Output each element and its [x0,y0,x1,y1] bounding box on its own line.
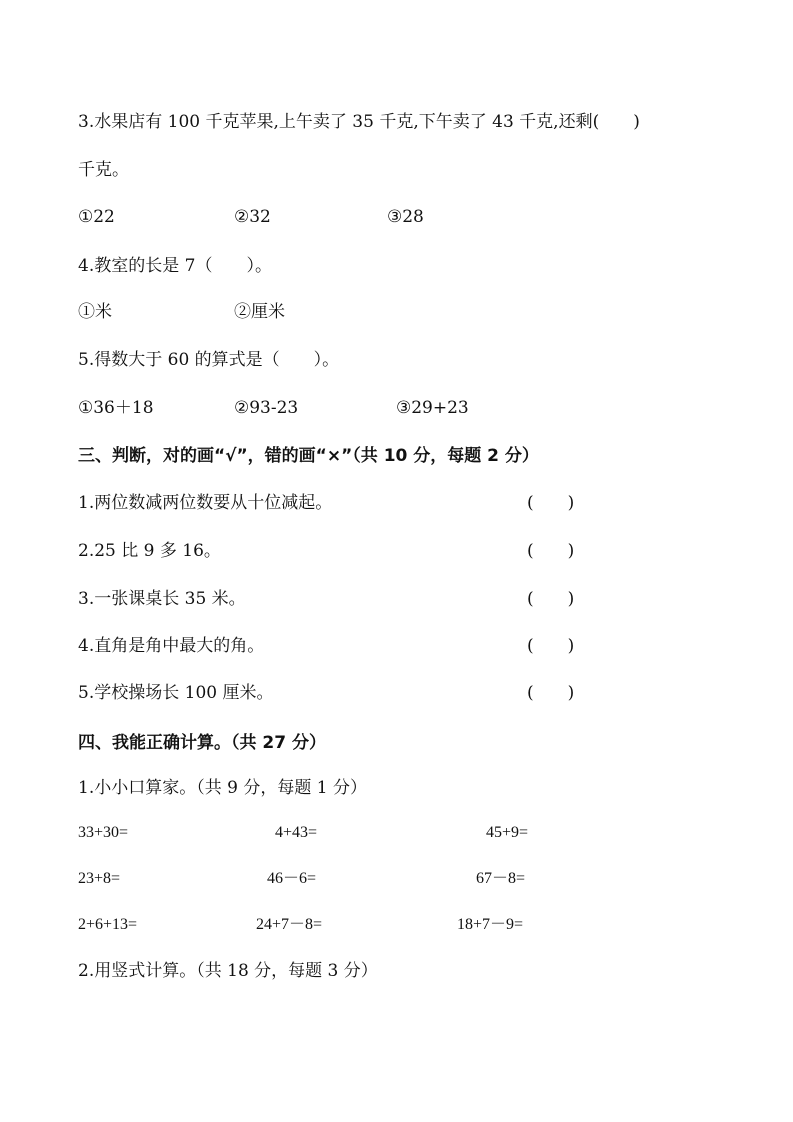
calc-r3-c2: 24+7－8= [256,916,323,933]
calc-r2-c1: 23+8= [78,870,121,887]
question-5: 5.得数大于 60 的算式是（ ）。 [78,350,340,370]
q4-option-1: ①米 [78,302,112,322]
calc-r1-c3: 45+9= [486,824,529,841]
q3-option-3: ③28 [387,207,424,227]
question-3-line-1: 3.水果店有 100 千克苹果,上午卖了 35 千克,下午卖了 43 千克,还剩( ) [78,112,640,132]
question-3-line-2: 千克。 [78,160,129,180]
calc-r3-c1: 2+6+13= [78,916,138,933]
calc-r3-c3: 18+7－9= [457,916,524,933]
q5-option-3: ③29+23 [396,398,469,418]
section-4-title: 四、我能正确计算。（共 27 分） [78,733,326,753]
q5-option-2: ②93-23 [234,398,299,418]
q5-option-1: ①36＋18 [78,398,154,418]
judge-bracket-1: ( ) [527,493,575,513]
q3-option-2: ②32 [234,207,271,227]
oral-calc-heading: 1.小小口算家。（共 9 分，每题 1 分） [78,778,367,798]
judge-bracket-5: ( ) [527,683,575,703]
judge-item-2: 2.25 比 9 多 16。 [78,541,221,561]
q4-option-2: ②厘米 [234,302,285,322]
judge-item-3: 3.一张课桌长 35 米。 [78,589,246,609]
vertical-calc-heading: 2.用竖式计算。（共 18 分，每题 3 分） [78,961,378,981]
judge-item-1: 1.两位数减两位数要从十位减起。 [78,493,333,513]
calc-r2-c3: 67－8= [476,870,526,887]
q3-option-1: ①22 [78,207,115,227]
judge-item-4: 4.直角是角中最大的角。 [78,636,265,656]
judge-bracket-4: ( ) [527,636,575,656]
calc-r1-c1: 33+30= [78,824,129,841]
calc-r2-c2: 46－6= [267,870,317,887]
judge-bracket-3: ( ) [527,589,575,609]
section-3-title: 三、判断，对的画“√”，错的画“×”（共 10 分，每题 2 分） [78,446,539,466]
judge-item-5: 5.学校操场长 100 厘米。 [78,683,274,703]
calc-r1-c2: 4+43= [275,824,318,841]
question-4: 4.教室的长是 7（ ）。 [78,256,272,276]
judge-bracket-2: ( ) [527,541,575,561]
